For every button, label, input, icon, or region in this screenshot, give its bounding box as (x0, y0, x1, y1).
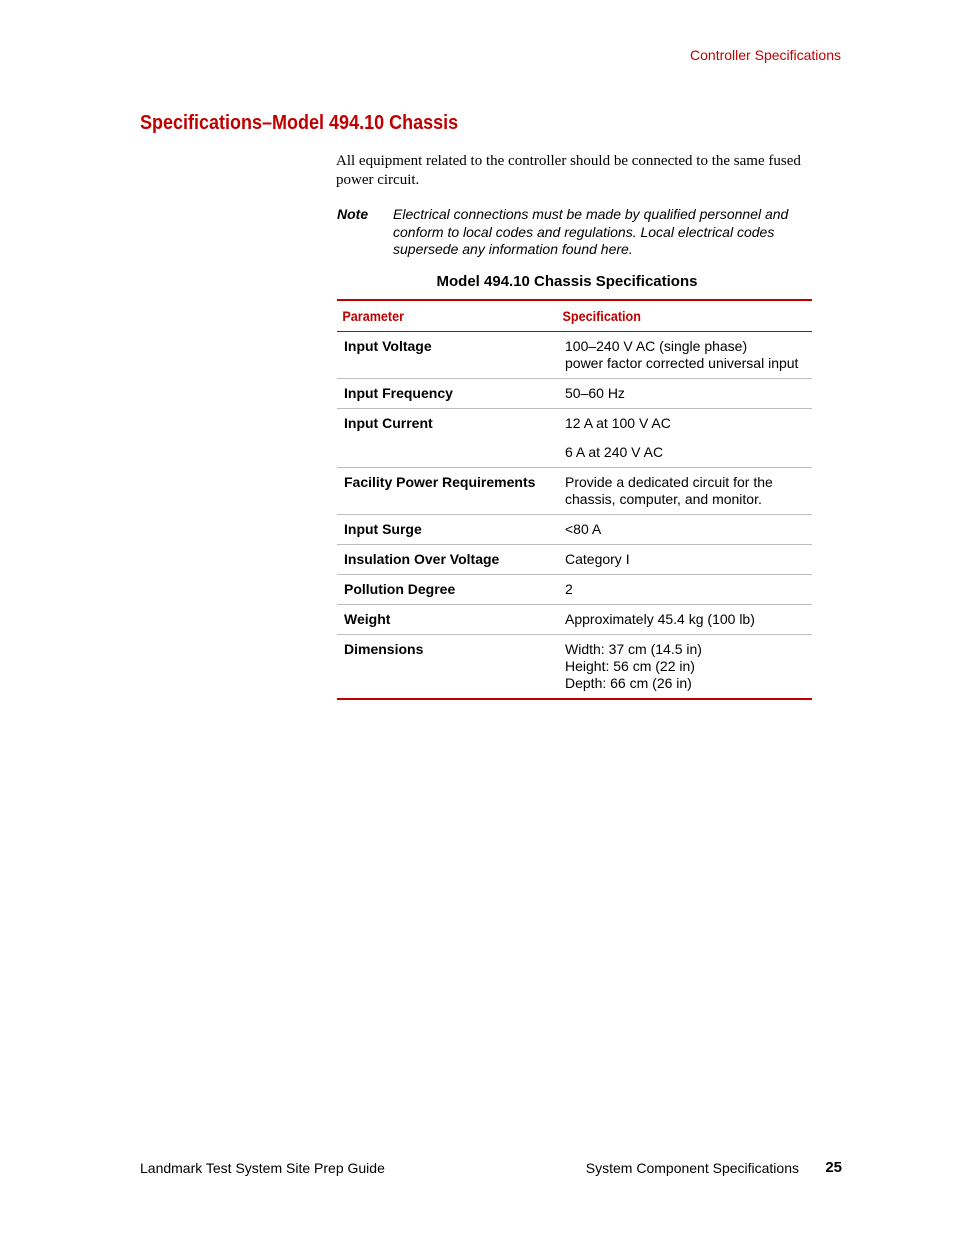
table-row (337, 408, 812, 467)
spec-line: Category I (565, 551, 630, 567)
row-parameter: Input Current (344, 415, 433, 431)
row-parameter: Weight (344, 611, 391, 627)
spec-line: Height: 56 cm (22 in) (565, 658, 695, 674)
spec-table (337, 299, 812, 700)
row-specification (558, 338, 812, 372)
note-block (337, 206, 842, 259)
spec-line: 2 (565, 581, 573, 597)
row-specification (558, 415, 812, 461)
table-row (337, 514, 812, 544)
table-row (337, 467, 812, 514)
row-parameter: Insulation Over Voltage (344, 551, 500, 567)
table-row (337, 574, 812, 604)
spec-line: Approximately 45.4 kg (100 lb) (565, 611, 755, 627)
note-text: Electrical connections must be made by qualified personnel and conform to local codes and regulations. Local electrical codes supersede any information found here. (393, 206, 789, 257)
table-row (337, 332, 812, 378)
section-title: Specifications–Model 494.10 Chassis (140, 112, 459, 134)
table-title: Model 494.10 Chassis Specifications (436, 273, 698, 290)
spec-line: 100–240 V AC (single phase) (565, 338, 748, 354)
table-row (337, 604, 812, 634)
table-row (337, 634, 812, 698)
footer-chapter: System Component Specifications (585, 1160, 799, 1176)
row-parameter: Input Voltage (344, 338, 432, 354)
row-parameter: Input Frequency (344, 385, 453, 401)
header-parameter: Parameter (342, 308, 405, 324)
row-specification (558, 551, 812, 568)
spec-line: Provide a dedicated circuit for the (565, 474, 773, 490)
row-specification (558, 385, 812, 402)
row-specification (558, 641, 812, 692)
row-parameter: Facility Power Requirements (344, 474, 536, 490)
note-label: Note (337, 206, 369, 222)
row-parameter: Input Surge (344, 521, 422, 537)
spec-line: <80 A (565, 521, 602, 537)
row-specification (558, 521, 812, 538)
spec-line: Width: 37 cm (14.5 in) (565, 641, 702, 657)
row-specification (558, 611, 812, 628)
table-row (337, 378, 812, 408)
spec-line: Depth: 66 cm (26 in) (565, 675, 692, 691)
spec-line: power factor corrected universal input (565, 355, 799, 371)
running-header: Controller Specifications (690, 47, 841, 63)
spec-line: 12 A at 100 V AC (565, 415, 671, 431)
intro-paragraph: All equipment related to the controller should be connected to the same fused power circuit. (336, 153, 801, 188)
row-parameter: Pollution Degree (344, 581, 456, 597)
spec-line: 50–60 Hz (565, 385, 625, 401)
table-header-row (337, 301, 812, 332)
row-specification (558, 581, 812, 598)
row-specification (558, 474, 812, 508)
page-number: 25 (825, 1159, 842, 1176)
spec-line: 6 A at 240 V AC (565, 444, 664, 460)
table-row (337, 544, 812, 574)
row-parameter: Dimensions (344, 641, 424, 657)
spec-line: chassis, computer, and monitor. (565, 491, 762, 507)
header-specification: Specification (562, 308, 641, 324)
footer-guide-title: Landmark Test System Site Prep Guide (140, 1160, 385, 1176)
